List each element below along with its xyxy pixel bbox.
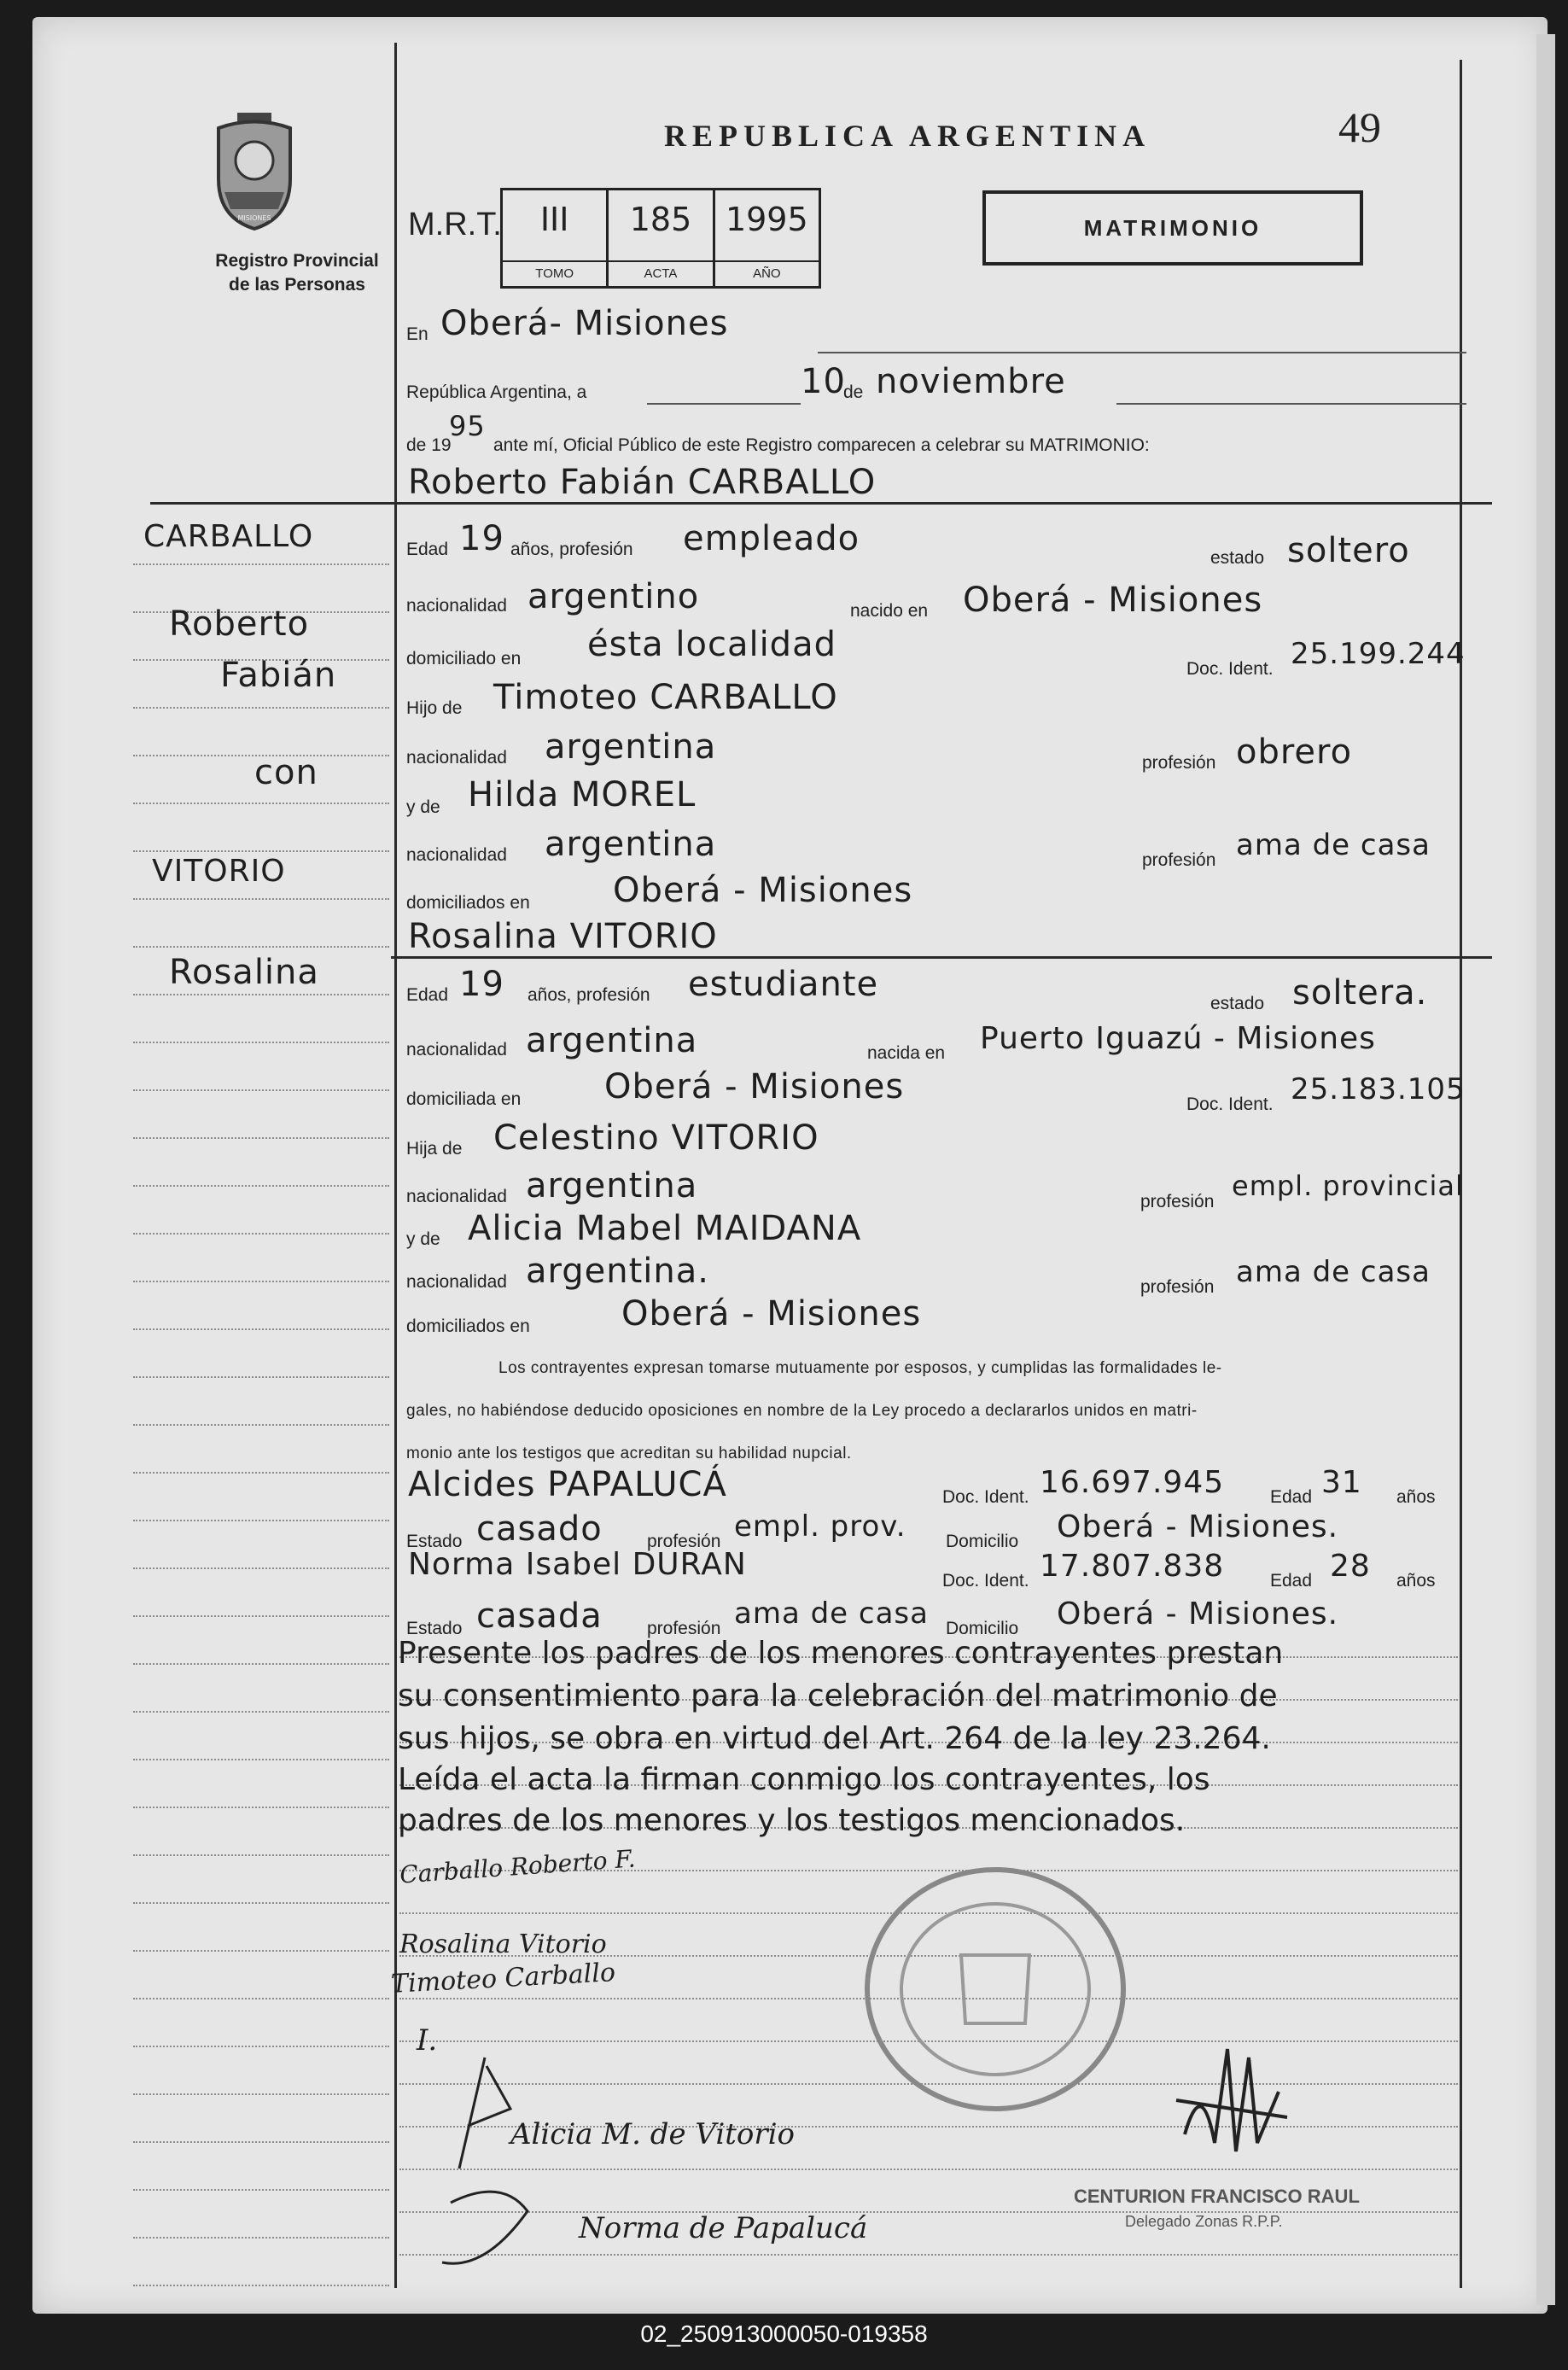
official-stamp-icon xyxy=(859,1861,1132,2117)
mrt-box xyxy=(500,188,821,289)
tomo-cell xyxy=(503,190,609,286)
bride-birthplace: Puerto Iguazú - Misiones xyxy=(980,1021,1376,1056)
ruled-line xyxy=(133,1137,389,1139)
place-value: Oberá- Misiones xyxy=(440,304,729,343)
ruled-line xyxy=(133,1472,389,1474)
bride-nationality: argentina xyxy=(526,1021,698,1060)
groom-mother: Hilda MOREL xyxy=(468,775,697,814)
bride-father: Celestino VITORIO xyxy=(493,1118,819,1158)
groom-parents-domicile: Oberá - Misiones xyxy=(613,871,913,910)
official-signature-icon xyxy=(1168,2040,1296,2177)
signature-witness: Norma de Papalucá xyxy=(579,2211,868,2245)
witness-anos-label: años xyxy=(1396,1571,1436,1591)
ruled-line xyxy=(133,2189,389,2191)
page-number: 49 xyxy=(1338,103,1381,151)
witness-doc-label: Doc. Ident. xyxy=(942,1487,1029,1507)
signature-scribble-icon xyxy=(434,2049,570,2288)
acta-label: ACTA xyxy=(609,260,712,286)
signature-bride: Rosalina Vitorio xyxy=(399,1929,607,1959)
year-prefix: de 19 xyxy=(406,435,452,455)
margin-bride-surname: VITORIO xyxy=(152,854,286,889)
nacionalidad-label: nacionalidad xyxy=(406,845,507,865)
witness1-domicile: Oberá - Misiones. xyxy=(1057,1509,1339,1544)
ruled-line xyxy=(133,1089,389,1091)
groom-domicile: ésta localidad xyxy=(587,625,836,664)
witness1-profession: empl. prov. xyxy=(734,1509,906,1544)
note-line: Leída el acta la firman conmigo los contrayentes, los xyxy=(398,1762,1210,1797)
ruled-line xyxy=(133,898,389,900)
margin-groom-first: Roberto xyxy=(169,604,310,644)
witness2-domicile: Oberá - Misiones. xyxy=(1057,1597,1339,1632)
groom-mother-profession: ama de casa xyxy=(1236,828,1431,862)
note-line: sus hijos, se obra en virtud del Art. 264 de la ley 23.264. xyxy=(398,1721,1271,1756)
bride-mother: Alicia Mabel MAIDANA xyxy=(468,1209,862,1248)
nacionalidad-label: nacionalidad xyxy=(406,1040,507,1059)
ruled-line xyxy=(133,1233,389,1235)
domiciliados-label: domiciliados en xyxy=(406,1316,530,1336)
ruled-line xyxy=(133,2285,389,2286)
ruled-line xyxy=(133,1328,389,1330)
month-value: noviembre xyxy=(876,362,1066,401)
country-title: REPUBLICA ARGENTINA xyxy=(664,119,1151,153)
witness-edad-label: Edad xyxy=(1270,1571,1313,1591)
witness-profesion-label: profesión xyxy=(647,1619,721,1638)
witness2-profession: ama de casa xyxy=(734,1597,929,1631)
groom-profession: empleado xyxy=(683,519,860,558)
bride-father-nationality: argentina xyxy=(526,1166,698,1205)
intro-text: ante mí, Oficial Público de este Registro comparecen a celebrar su MATRIMONIO: xyxy=(493,435,1150,455)
nacido-label: nacido en xyxy=(850,601,929,621)
nacionalidad-label: nacionalidad xyxy=(406,1187,507,1206)
witness-doc-label: Doc. Ident. xyxy=(942,1571,1029,1591)
witness-estado-label: Estado xyxy=(406,1532,463,1551)
ano-cell xyxy=(715,190,819,286)
witness-domicilio-label: Domicilio xyxy=(946,1532,1019,1551)
edad-label: Edad xyxy=(406,540,449,559)
ruled-line xyxy=(133,1759,389,1760)
domiciliada-label: domiciliada en xyxy=(406,1089,522,1109)
declaration-line: gales, no habiéndose deducido oposiciones en nombre de la Ley procedo a declararlos unidos en matri- xyxy=(406,1402,1198,1420)
republica-label: República Argentina, a xyxy=(406,382,587,402)
profesion-label: profesión xyxy=(1142,850,1216,870)
section-divider xyxy=(150,502,1492,505)
left-frame-line xyxy=(394,43,397,2288)
bride-domicile: Oberá - Misiones xyxy=(604,1067,905,1106)
ruled-line xyxy=(133,707,389,709)
margin-con: con xyxy=(254,753,318,792)
yde-label: y de xyxy=(406,1229,440,1249)
tomo-value: III xyxy=(539,201,569,238)
yde-label: y de xyxy=(406,797,440,817)
margin-bride-first: Rosalina xyxy=(169,953,319,992)
anos-profesion-label: años, profesión xyxy=(528,985,650,1005)
ruled-line xyxy=(133,2046,389,2047)
groom-age: 19 xyxy=(459,519,504,558)
nacionalidad-label: nacionalidad xyxy=(406,596,507,616)
bride-mother-profession: ama de casa xyxy=(1236,1255,1431,1289)
doc-label: Doc. Ident. xyxy=(1186,1095,1274,1114)
estado-label: estado xyxy=(1210,548,1265,568)
ruled-line xyxy=(133,1281,389,1282)
witness-estado-label: Estado xyxy=(406,1619,463,1638)
act-type-box: MATRIMONIO xyxy=(982,190,1363,266)
ruled-line xyxy=(133,1663,389,1665)
acta-value: 185 xyxy=(629,201,692,238)
witness2-name: Norma Isabel DURAN xyxy=(408,1547,747,1582)
witness1-age: 31 xyxy=(1321,1465,1362,1500)
estado-label: estado xyxy=(1210,994,1265,1013)
book-edge xyxy=(1536,34,1555,2305)
rule xyxy=(1116,403,1466,405)
note-line: Presente los padres de los menores contrayentes prestan xyxy=(398,1636,1284,1671)
witness-domicilio-label: Domicilio xyxy=(946,1619,1019,1638)
hijo-label: Hijo de xyxy=(406,698,463,718)
bride-full-name: Rosalina VITORIO xyxy=(408,917,718,956)
hija-label: Hija de xyxy=(406,1139,463,1159)
document-page xyxy=(32,17,1548,2314)
declaration-line: Los contrayentes expresan tomarse mutuamente por esposos, y cumplidas las formalidades le- xyxy=(498,1359,1222,1377)
section-divider xyxy=(391,956,1492,959)
margin-groom-surname: CARBALLO xyxy=(143,519,314,554)
ruled-line xyxy=(133,1042,389,1043)
registry-caption xyxy=(169,249,425,297)
witness1-doc: 16.697.945 xyxy=(1040,1465,1225,1500)
signature-mother-bride: Alicia M. de Vitorio xyxy=(510,2117,795,2151)
bride-parents-domicile: Oberá - Misiones xyxy=(621,1294,922,1334)
witness-profesion-label: profesión xyxy=(647,1532,721,1551)
ruled-line xyxy=(133,803,389,804)
ruled-line xyxy=(133,1950,389,1952)
witness2-doc: 17.807.838 xyxy=(1040,1549,1225,1584)
ruled-line xyxy=(133,1424,389,1426)
groom-birthplace: Oberá - Misiones xyxy=(963,581,1263,620)
declaration-line: monio ante los testigos que acreditan su habilidad nupcial. xyxy=(406,1445,852,1462)
signature-father-groom: Timoteo Carballo xyxy=(390,1958,616,1999)
groom-father-profession: obrero xyxy=(1236,733,1353,772)
ruled-line xyxy=(133,2093,389,2095)
groom-civil-status: soltero xyxy=(1287,531,1410,570)
groom-full-name: Roberto Fabián CARBALLO xyxy=(408,463,877,502)
bride-age: 19 xyxy=(459,965,504,1004)
bride-civil-status: soltera. xyxy=(1292,973,1428,1013)
signature-groom: Carballo Roberto F. xyxy=(399,1844,637,1889)
bride-profession: estudiante xyxy=(688,965,879,1004)
margin-rule xyxy=(133,563,389,565)
ruled-line xyxy=(133,2237,389,2239)
year-suffix: 95 xyxy=(449,410,486,442)
profesion-label: profesión xyxy=(1140,1192,1215,1211)
bride-doc: 25.183.105 xyxy=(1291,1072,1466,1106)
day-value: 10 xyxy=(801,362,846,401)
profesion-label: profesión xyxy=(1140,1277,1215,1297)
ruled-line xyxy=(133,850,389,852)
ruled-line xyxy=(133,1902,389,1904)
ruled-line xyxy=(133,1615,389,1617)
anos-profesion-label: años, profesión xyxy=(510,540,633,559)
nacionalidad-label: nacionalidad xyxy=(406,1272,507,1292)
ruled-line xyxy=(133,1998,389,1999)
registry-line-2: de las Personas xyxy=(229,275,365,295)
ruled-line xyxy=(133,1520,389,1521)
acta-cell xyxy=(609,190,714,286)
mrt-label: M.R.T. xyxy=(408,207,502,242)
ruled-line xyxy=(133,1807,389,1808)
signature-initial: I. xyxy=(417,2023,438,2058)
rule xyxy=(818,352,1466,353)
witness1-name: Alcides PAPALUCÁ xyxy=(408,1465,727,1504)
rule xyxy=(647,403,801,405)
groom-mother-nationality: argentina xyxy=(545,825,717,864)
bride-father-profession: empl. provincial xyxy=(1232,1170,1464,1202)
bride-mother-nationality: argentina. xyxy=(526,1252,709,1291)
profesion-label: profesión xyxy=(1142,753,1216,773)
groom-father-nationality: argentina xyxy=(545,727,717,767)
note-line: su consentimiento para la celebración del matrimonio de xyxy=(398,1678,1278,1713)
witness-edad-label: Edad xyxy=(1270,1487,1313,1507)
ruled-line xyxy=(133,1711,389,1713)
domiciliado-label: domiciliado en xyxy=(406,649,522,668)
ruled-line xyxy=(133,1567,389,1569)
ruled-line xyxy=(133,2141,389,2143)
groom-nationality: argentino xyxy=(528,577,700,616)
witness-anos-label: años xyxy=(1396,1487,1436,1507)
edad-label: Edad xyxy=(406,985,449,1005)
registry-line-1: Registro Provincial xyxy=(215,251,379,271)
ruled-line xyxy=(133,1376,389,1378)
domiciliados-label: domiciliados en xyxy=(406,893,530,913)
ano-label: AÑO xyxy=(715,260,819,286)
ruled-line xyxy=(133,1185,389,1187)
ruled-line xyxy=(133,994,389,995)
provincial-seal-icon xyxy=(203,111,306,231)
nacida-label: nacida en xyxy=(867,1043,946,1063)
groom-father: Timoteo CARBALLO xyxy=(493,678,838,717)
ano-value: 1995 xyxy=(725,201,808,238)
doc-label: Doc. Ident. xyxy=(1186,659,1274,679)
svg-text:MISIONES: MISIONES xyxy=(237,214,271,222)
tomo-label: TOMO xyxy=(503,260,606,286)
groom-doc: 25.199.244 xyxy=(1291,637,1466,671)
en-label: En xyxy=(406,324,428,344)
footer-id: 02_250913000050-019358 xyxy=(640,2320,928,2347)
officer-stamp-subtext: Delegado Zonas R.P.P. xyxy=(1125,2213,1283,2230)
officer-stamp-text: CENTURION FRANCISCO RAUL xyxy=(1074,2186,1360,2207)
witness1-status: casado xyxy=(476,1509,603,1549)
ruled-line xyxy=(133,946,389,948)
ruled-line xyxy=(133,1854,389,1856)
nacionalidad-label: nacionalidad xyxy=(406,748,507,768)
witness2-status: casada xyxy=(476,1597,603,1636)
witness2-age: 28 xyxy=(1330,1549,1371,1584)
note-line: padres de los menores y los testigos mencionados. xyxy=(398,1803,1186,1838)
de-label: de xyxy=(843,382,864,402)
margin-groom-second: Fabián xyxy=(220,656,337,695)
